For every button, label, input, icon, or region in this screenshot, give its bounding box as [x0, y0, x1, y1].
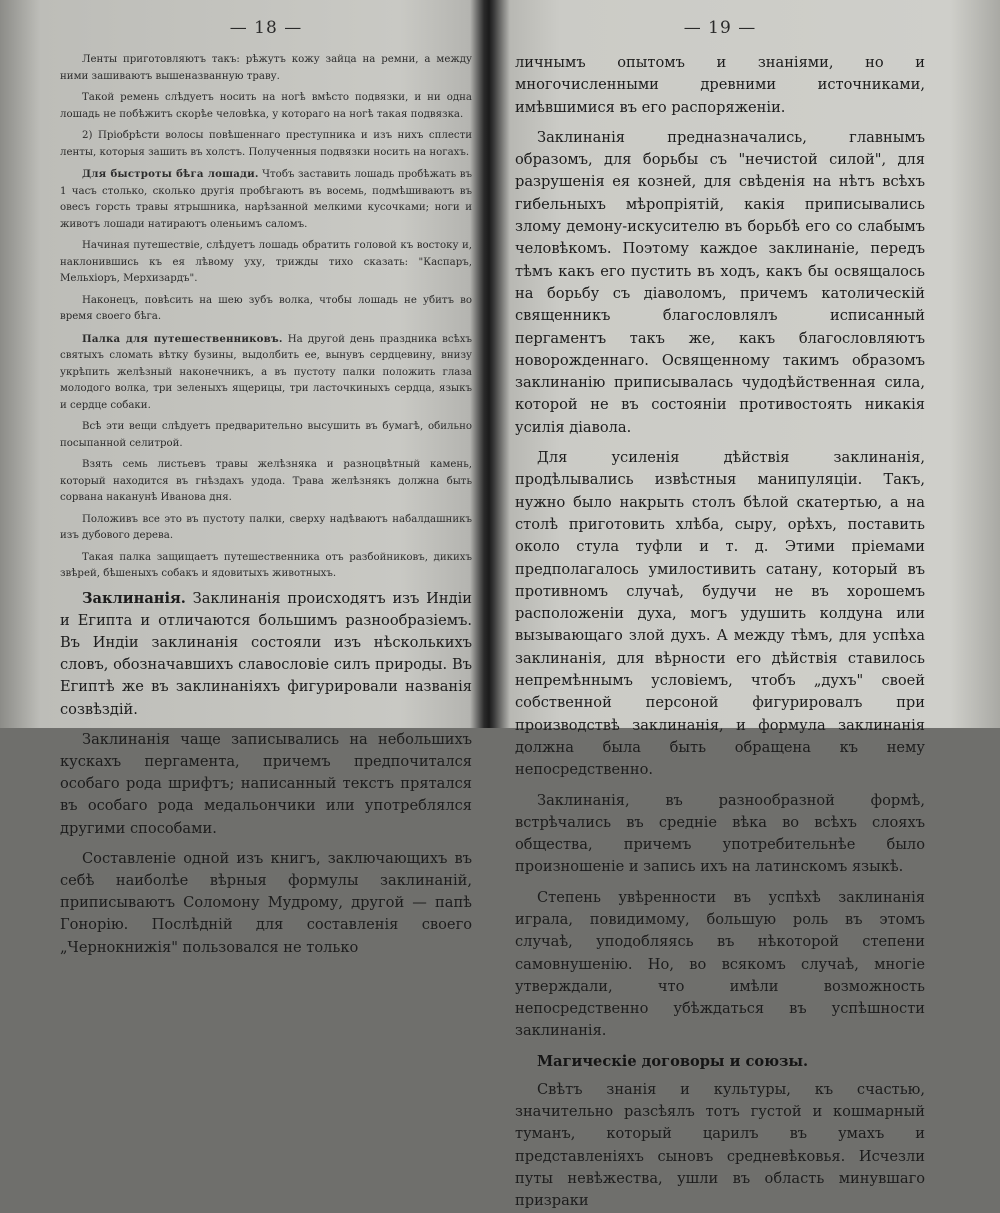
paragraph: личнымъ опытомъ и знаніями, но и многочисленными древними источниками, имѣвшимися въ его распоряженіи. [515, 54, 925, 116]
left-page [60, 0, 473, 956]
body-text-section [515, 52, 925, 1213]
paragraph: Заклинанія предназначались, главнымъ образомъ, для борьбы съ "нечистой силой", для разрушенія ея козней, для свѣденія на нѣтъ всѣхъ гибельныхъ мѣропріятій, какія приписывались злому демону-искусителю въ борьбѣ его со слабымъ человѣкомъ. Поэтому каждое заклинаніе, передъ тѣмъ какъ его пустить въ ходъ, какъ бы освящалось на борьбу съ діаволомъ, причемъ католическій священникъ благословлялъ исписанный пергаментъ такъ же, какъ благословляютъ новорожденнаго. Освященному такимъ образомъ заклинанію приписывалась чудодѣйственная сила, которой не въ состояніи противостоять никакія усилія діавола. [515, 128, 925, 436]
paragraph: Такой ремень слѣдуетъ носить на ногѣ вмѣсто подвязки, и ни одна лошадь не побѣжитъ скорѣе человѣка, у котораго на ногѣ такая подвязка. [60, 92, 472, 120]
paragraph [60, 588, 472, 721]
paragraph [60, 331, 472, 415]
paragraph: Заклинанія, въ разнообразной формѣ, встрѣчались въ средніе вѣка во всѣхъ слояхъ общества, причемъ употребительнѣе было произношеніе и запись ихъ на латинскомъ языкѣ. [515, 791, 925, 876]
small-print-section [60, 52, 472, 583]
paragraph: Начиная путешествіе, слѣдуетъ лошадь обратить головой къ востоку и, наклонившись къ ея лѣвому уху, трижды тихо сказать: "Каспаръ, Мельхіоръ, Мерхизардъ". [60, 240, 472, 284]
paragraph: Для усиленія дѣйствія заклинанія, продѣлывались извѣстныя манипуляціи. Такъ, нужно было накрыть столъ бѣлой скатертью, а на столѣ приготовить хлѣба, сыру, орѣхъ, поставить около стула туфли и т. д. Этими пріемами предполагалось умилостивить сатану, который въ противномъ случаѣ, будучи не въ хорошемъ расположеніи духа, могъ удушить колдуна или вызывающаго злой духъ. А между тѣмъ, для успѣха заклинанія, для вѣрности его дѣйствія ставилось непремѣннымъ условіемъ, чтобъ „духъ" своей собственной персоной фигурировалъ при производствѣ заклинанія, и формула заклинанія должна была быть обращена къ нему непосредственно. [515, 449, 925, 779]
paragraph: Такая палка защищаетъ путешественника отъ разбойниковъ, дикихъ звѣрей, бѣшеныхъ собакъ и ядовитыхъ животныхъ. [60, 551, 472, 579]
inline-heading: Палка для путешественниковъ. [82, 332, 283, 345]
paragraph: 2) Пріобрѣсти волосы повѣшеннаго преступника и изъ нихъ сплести ленты, которыя зашить въ холстъ. Полученныя подвязки носить на ногахъ. [60, 130, 472, 158]
inline-heading: Для быстроты бѣга лошади. [82, 168, 259, 180]
inline-heading: Заклинанія. [82, 589, 186, 607]
paragraph: Ленты приготовляютъ такъ: рѣжутъ кожу зайца на ремни, а между ними зашиваютъ вышеназванную траву. [60, 54, 472, 82]
paragraph: Заклинанія чаще записывались на небольшихъ кускахъ пергамента, причемъ предпочитался особаго рода шрифтъ; написанный текстъ прятался въ особаго рода медальончики или употреблялся другими способами. [60, 730, 472, 837]
paragraph [60, 166, 472, 233]
paragraph: Положивъ все это въ пустоту палки, сверху надѣваютъ набалдашникъ изъ дубового дерева. [60, 513, 472, 541]
paragraph: Взять семь листьевъ травы желѣзняка и разноцвѣтный камень, который находится въ гнѣздахъ удода. Трава желѣзнякъ должна быть сорвана наканунѣ Иванова дня. [60, 459, 472, 503]
page-number: — 18 — [229, 18, 303, 38]
page-number: — 19 — [683, 18, 757, 38]
right-page [515, 0, 925, 1210]
paragraph: Наконецъ, повѣсить на шею зубъ волка, чтобы лошадь не убитъ во время своего бѣга. [60, 294, 472, 322]
paragraph: Всѣ эти вещи слѣдуетъ предварительно высушить въ бумагѣ, обильно посыпанной селитрой. [60, 421, 472, 449]
paragraph: Составленіе одной изъ книгъ, заключающихъ въ себѣ наиболѣе вѣрныя формулы заклинаній, приписываютъ Соломону Мудрому, другой — папѣ Гонорію. Послѣдній для составленія своего „Чернокнижія" пользовался не только [60, 849, 472, 956]
paragraph: Степень увѣренности въ успѣхѣ заклинанія играла, повидимому, большую роль въ этомъ случаѣ, уподобляясь въ нѣкоторой степени самовнушенію. Но, во всякомъ случаѣ, многіе утверждали, что имѣли возможность непосредственно убѣждаться въ успѣшности заклинанія. [515, 888, 925, 1040]
section-heading: Магическіе договоры и союзы. [537, 1052, 809, 1070]
paragraph-text: На другой день праздника всѣхъ святыхъ сломать вѣтку бузины, выдолбить ее, вынувъ сердцевину, внизу укрѣпить желѣзный наконечникъ, а въ пустоту палки положить глаза молодого волка, три зеленыхъ ящерицы, три ласточкиныхъ сердца, языкъ и сердце собаки. [60, 333, 472, 411]
paragraph: Свѣтъ знанія и культуры, къ счастью, значительно разсѣялъ тотъ густой и кошмарный туманъ, который царилъ въ умахъ и представленіяхъ сыновъ средневѣковья. Исчезли путы невѣжества, ушли въ область минувшаго призраки [515, 1080, 925, 1210]
body-text-section [60, 588, 472, 959]
paragraph-text: Заклинанія происходятъ изъ Индіи и Египта и отличаются большимъ разнообразіемъ. Въ Индіи заклинанія состояли изъ нѣсколькихъ словъ, обозначавшихъ славословіе силъ природы. Въ Египтѣ же въ заклинаніяхъ фигурировали названія созвѣздій. [60, 589, 473, 718]
paragraph-text: Чтобъ заставить лошадь пробѣжать въ 1 часъ столько, сколько другія пробѣгаютъ въ восемь, подмѣшиваютъ въ овесъ горсть травы ятрышника, нарѣзанной мелкими кусочками; ноги и животъ лошади натираютъ оленьимъ саломъ. [60, 169, 472, 230]
